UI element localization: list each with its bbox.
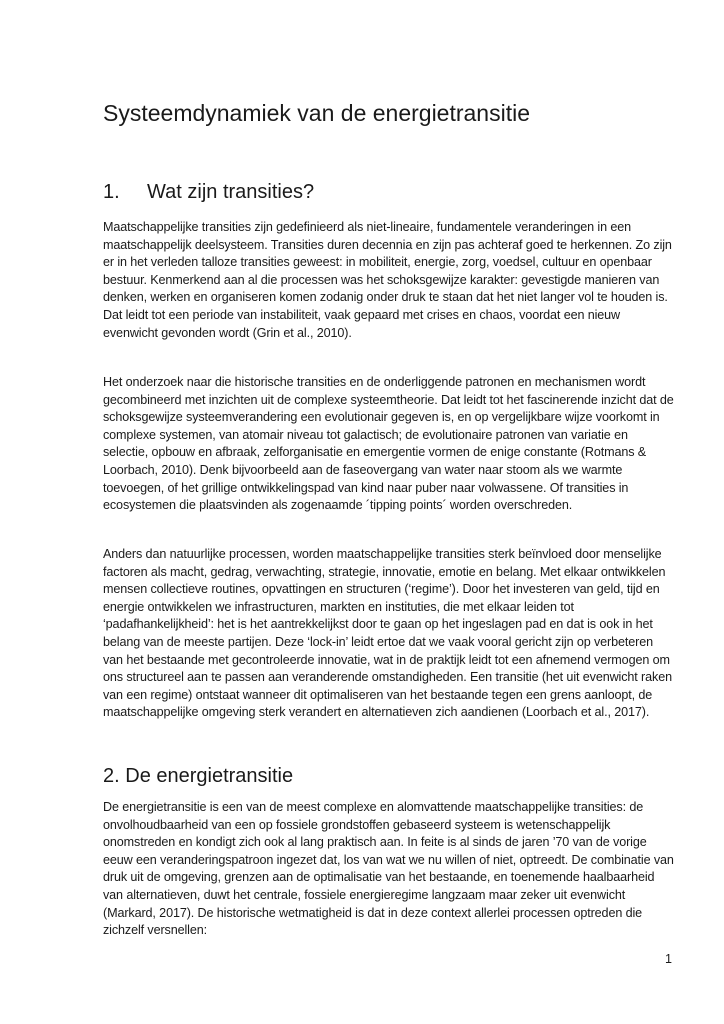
paragraph-2: Het onderzoek naar die historische transities en de onderliggende patronen en mechanismen wordt gecombineerd met inzichten uit de complexe systeemtheorie. Dat leidt tot het fascinerende inzicht dat de schoksgewijze systeemverandering een evolutionair gegeven is, en op vergelijkbare wijze voorkomt in complexe systemen, van atomair niveau tot galactisch; de evolutionaire patronen van variatie en selectie, opbouw en afbraak, zelforganisatie en emergentie vormen de enige constante (Rotmans & Loorbach, 2010). Denk bijvoorbeeld aan de faseovergang van water naar stoom als we warmte toevoegen, of het grillige ontwikkelingspad van kind naar puber naar volwassene. Of transities in ecosystemen die plaatsvinden als zogenaamde ´tipping points´ worden overschreden. [103,375,674,513]
section-number-1: 1. [103,181,120,203]
paragraph-3: Anders dan natuurlijke processen, worden maatschappelijke transities sterk beïnvloed door menselijke factoren als macht, gedrag, verwachting, strategie, innovatie, emotie en belang. Met elkaar ontwikkelen mensen collectieve routines, opvattingen en structuren (‘regime’). Door het investeren van geld, tijd en energie ontwikkelen we infrastructuren, markten en instituties, die met elkaar leiden tot ‘padafhankelijkheid’: het is het aantrekkelijkst door te gaan op het ingeslagen pad en dat is ook in het belang van de meeste partijen. Deze ‘lock-in’ leidt ertoe dat we vaak vooral gericht zijn op verbeteren van het bestaande met gecontroleerde innovatie, wat in de praktijk leidt tot een afnemend vermogen om ons structureel aan te passen aan veranderende omstandigheden. Een transitie (het uit evenwicht raken van een regime) ontstaat wanneer dit optimaliseren van het bestaande tegen een grens aanloopt, de maatschappelijke omgeving sterk verandert en alternatieven zich aandienen (Loorbach et al., 2017). [103,547,672,720]
paragraph-1: Maatschappelijke transities zijn gedefinieerd als niet-lineaire, fundamentele veranderingen in een maatschappelijk deelsysteem. Transities duren decennia en zijn pas achteraf goed te herkennen. Zo zijn er in het verleden talloze transities geweest: in mobiliteit, energie, zorg, voedsel, cultuur en openbaar bestuur. Kenmerkend aan al die processen was het schoksgewijze karakter: gevestigde manieren van denken, werken en organiseren komen zodanig onder druk te staan dat het niet langer vol te houden is. Dat leidt tot een periode van instabiliteit, vaak gepaard met crises en chaos, voordat een nieuw evenwicht gevonden wordt (Grin et al., 2010). [103,220,672,340]
section-number-2: 2. [103,765,120,787]
paragraph-4: De energietransitie is een van de meest complexe en alomvattende maatschappelijke transities: de onvolhoudbaarheid van een op fossiele grondstoffen gebaseerd systeem is wetenschappelijk onomstreden en kondigt zich ook al lang praktisch aan. In feite is al sinds de jaren ’70 van de vorige eeuw een veranderingspatroon ingezet dat, los van wat we nu willen of niet, optreedt. De combinatie van druk uit de omgeving, grenzen aan de optimalisatie van het bestaande, en toenemende haalbaarheid van alternatieven, duwt het centrale, fossiele energieregime langzaam maar zeker uit evenwicht (Markard, 2017). De historische wetmatigheid is dat in deze context allerlei processen optreden die zichzelf versnellen: [103,800,674,938]
document-title: Systeemdynamiek van de energietransitie [103,100,531,126]
section-title-2: De energietransitie [125,765,294,787]
section-heading-2 [103,763,293,789]
section-title-1: Wat zijn transities? [147,181,315,203]
section-heading-1 [103,179,314,205]
page-number: 1 [664,952,672,966]
